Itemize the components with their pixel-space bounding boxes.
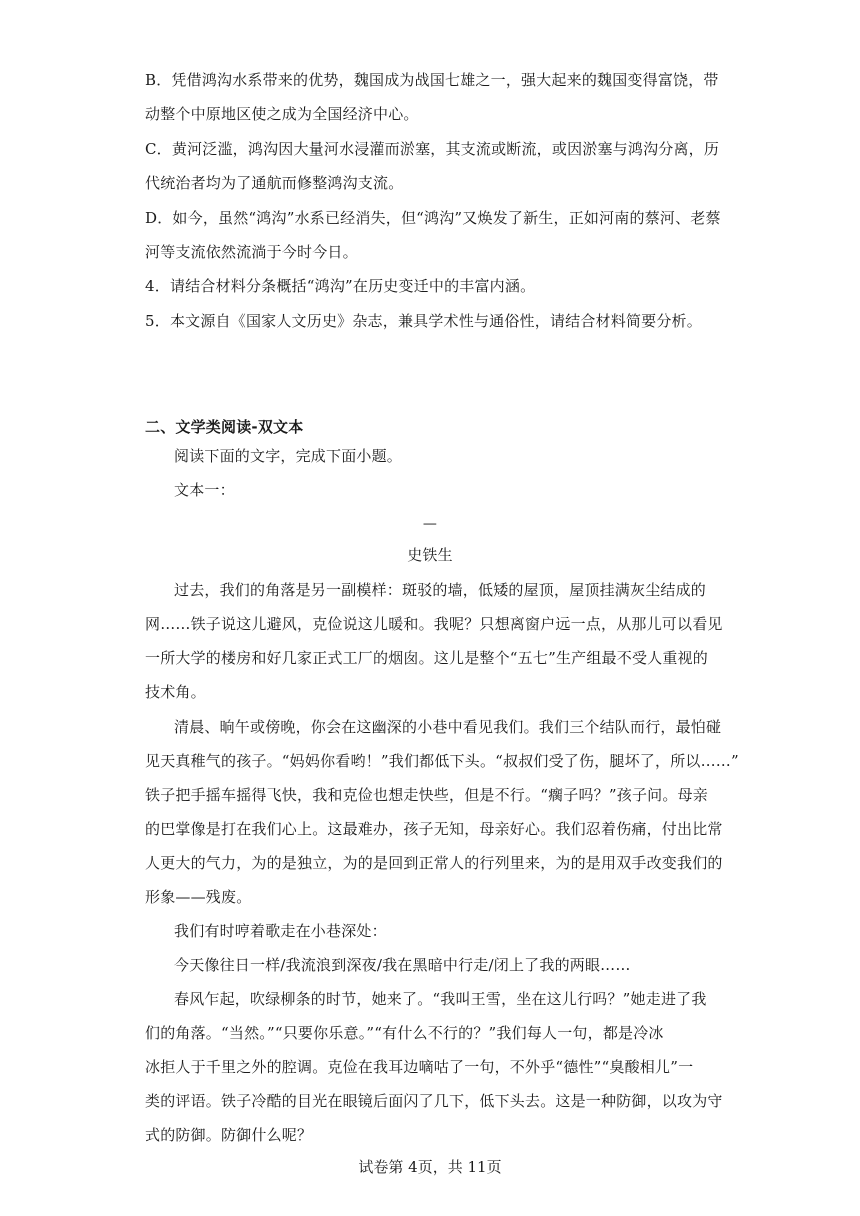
option-b-line-1: B．凭借鸿沟水系带来的优势，魏国成为战国七雄之一，强大起来的魏国变得富饶，带 <box>145 71 719 89</box>
paragraph-5-line-5: 式的防御。防御什么呢？ <box>145 1126 313 1144</box>
question-5: 5．本文源自《国家人文历史》杂志，兼具学术性与通俗性，请结合材料简要分析。 <box>145 312 702 330</box>
paragraph-2-line-1: 清晨、晌午或傍晚，你会在这幽深的小巷中看见我们。我们三个结队而行，最怕碰 <box>174 718 722 736</box>
paragraph-1-line-3: 一所大学的楼房和好几家正式工厂的烟囱。这儿是整个“五七”生产组最不受人重视的 <box>145 649 708 667</box>
section-instruction: 阅读下面的文字，完成下面小题。 <box>174 447 403 465</box>
question-4: 4．请结合材料分条概括“鸿沟”在历史变迁中的丰富内涵。 <box>145 277 536 295</box>
article-author: 史铁生 <box>407 546 453 564</box>
paragraph-1-line-2: 网……铁子说这儿避风，克俭说这儿暖和。我呢？只想离窗户远一点，从那儿可以看见 <box>145 615 723 633</box>
section-heading: 二、文学类阅读-双文本 <box>145 418 304 436</box>
paragraph-1-line-1: 过去，我们的角落是另一副模样：斑驳的墙，低矮的屋顶，屋顶挂满灰尘结成的 <box>174 581 707 599</box>
paragraph-3: 我们有时哼着歌走在小巷深处： <box>174 922 387 940</box>
page-footer: 试卷第 4页，共 11页 <box>358 1158 502 1176</box>
song-lyrics: 今天像往日一样/我流浪到深夜/我在黑暗中行走/闭上了我的两眼…… <box>174 956 631 974</box>
paragraph-5-line-2: 们的角落。“当然。”“只要你乐意。”“有什么不行的？”我们每人一句，都是冷冰 <box>145 1024 664 1042</box>
paragraph-5-line-3: 冰拒人于千里之外的腔调。克俭在我耳边嘀咕了一句，不外乎“德性”“臭酸相儿”一 <box>145 1058 694 1076</box>
option-b-line-2: 动整个中原地区使之成为全国经济中心。 <box>145 105 419 123</box>
paragraph-5-line-4: 类的评语。铁子冷酷的目光在眼镜后面闪了几下，低下头去。这是一种防御，以攻为守 <box>145 1092 723 1110</box>
paragraph-2-line-2: 见天真稚气的孩子。“妈妈你看哟！”我们都低下头。“叔叔们受了伤，腿坏了，所以……” <box>145 752 739 770</box>
option-c-line-1: C．黄河泛滥，鸿沟因大量河水浸灌而淤塞，其支流或断流，或因淤塞与鸿沟分离，历 <box>145 140 720 158</box>
option-c-line-2: 代统治者均为了通航而修整鸿沟支流。 <box>145 174 404 192</box>
paragraph-2-line-3: 铁子把手摇车摇得飞快，我和克俭也想走快些，但是不行。“瘸子吗？”孩子问。母亲 <box>145 786 708 804</box>
option-d-line-2: 河等支流依然流淌于今时今日。 <box>145 243 358 261</box>
article-title: — <box>422 516 438 532</box>
paragraph-2-line-5: 人更大的气力，为的是独立，为的是回到正常人的行列里来，为的是用双手改变我们的 <box>145 854 723 872</box>
paragraph-1-line-4: 技术角。 <box>145 683 206 701</box>
paragraph-2-line-6: 形象——残废。 <box>145 888 252 906</box>
text-label: 文本一： <box>174 481 235 499</box>
paragraph-2-line-4: 的巴掌像是打在我们心上。这最难办，孩子无知，母亲好心。我们忍着伤痛，付出比常 <box>145 820 723 838</box>
paragraph-5-line-1: 春风乍起，吹绿柳条的时节，她来了。“我叫王雪，坐在这儿行吗？”她走进了我 <box>174 990 707 1008</box>
option-d-line-1: D．如今，虽然“鸿沟”水系已经消失，但“鸿沟”又焕发了新生，正如河南的蔡河、老蔡 <box>145 209 721 227</box>
